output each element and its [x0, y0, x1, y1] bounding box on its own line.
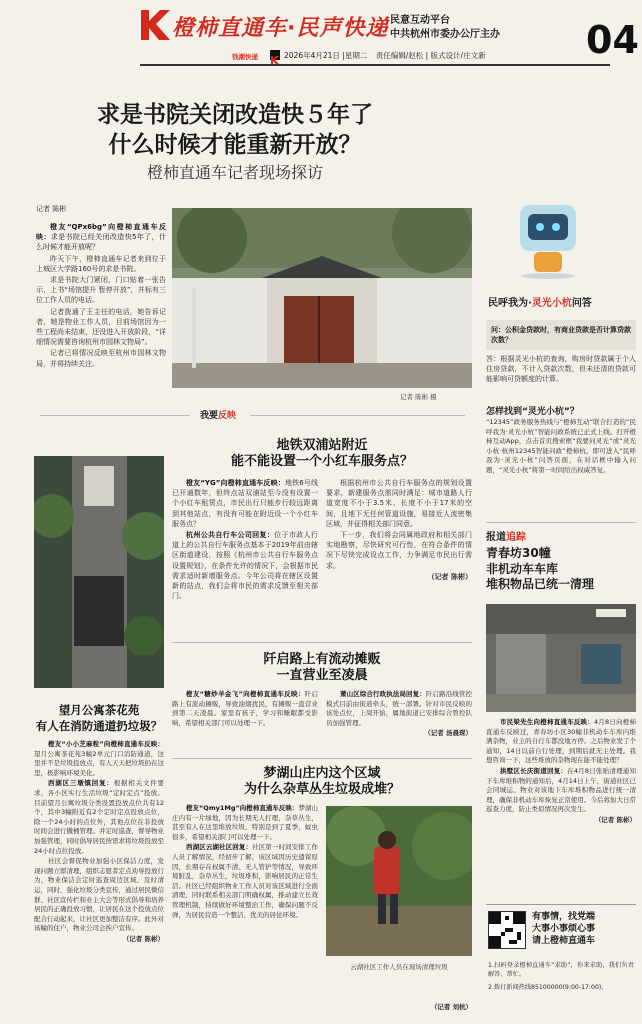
article3-reply-text2: 社区会督促物业加强小区保洁力度，发现问题立即清理，组织志愿者定点劝导投放行为，物业保洁会定时巡查周边区域，及时清运，同时，强化垃圾分类宣传，通过居民微信群、社区宣传栏和业主大会等形式倡导和培养居民的正确投放习惯，让居民在这个投放点位配合行动起来，让社区更加整洁有序。此外对该幢的住户，物业公司会挨户宣传。 [34, 857, 164, 933]
article1-photo [172, 208, 472, 388]
headline-line2: 什么时候才能重新开放？ [108, 131, 362, 158]
small-k-icon [270, 50, 280, 60]
article5-photo-caption: 云湖社区工作人员在现场清理垃圾 [350, 963, 448, 971]
section-banner-highlight: 反映 [218, 411, 237, 421]
followup-title2: 非机动车车库 [486, 561, 559, 576]
article3-lead-user: 橙友“小小芝麻粒”向橙柿直通车反映： [48, 740, 164, 748]
article2-lead-user: 橙友“YG”向橙柿直通车反映： [186, 479, 285, 487]
followup-label [486, 528, 526, 543]
article3-lead-text: 望月公寓茶花苑3幢2单元门口消防通道，这里并不是垃圾投放点，有人天天把垃圾扔在这里，极影响环境美化。 [34, 749, 164, 777]
article5-byline: （记者 刘杭） [430, 1003, 472, 1011]
followup-title3: 堆积物品已统一清理 [486, 577, 595, 591]
article3-title [34, 702, 164, 734]
article5-title1: 梦湖山庄内这个区域 [263, 766, 381, 781]
followup-label-prefix: 报道 [486, 532, 506, 543]
followup-title1: 青春坊30幢 [486, 546, 551, 560]
article5-title2: 为什么杂草丛生垃圾成堆？ [243, 782, 400, 797]
article2-lead-text: 地铁6号线已开通数年，但终点站双浦站至今没有设置一个小红车租赁点，市民出行只能步行较远距离到其他站点，有没有可能在附近设一个小红车服务点？ [172, 479, 318, 528]
section-banner-prefix: 我要 [200, 411, 219, 421]
brand-title [172, 11, 388, 42]
qa-title-suffix: 问答 [571, 298, 592, 309]
article1-photo-caption: 记者 陈彬 摄 [400, 393, 437, 401]
article5-col1 [172, 804, 318, 1016]
article3-body [34, 740, 164, 945]
qr-hint2: 2.拨打新闻热线85100000(9:00-17:00)。 [488, 984, 608, 991]
qa-how-title: 怎样找到“灵光小杭”？ [486, 407, 579, 417]
article4-col1 [172, 690, 318, 729]
article5-reply-text: 社区第一时间安排工作人员了解情况，经初步了解，该区域因历史遗留原因，长期存在权属不清、无人管护等情况，导致环境脏乱，杂草丛生，垃圾堆积，影响居民的正常生活。社区已经组织物业工作人员对该区域进行全面清理，同时联系相关部门明确权属，推动建立长效管理机制，持续做好环境整治工作，确保问题不反弹，为居民营造一个整洁、优美的居住环境。 [172, 843, 318, 919]
page-number: 04 [586, 18, 639, 62]
article4-title [170, 652, 474, 684]
article1-lead-user: 橙友“QPx6bg”向橙柿直通车反映： [36, 223, 166, 242]
qr-box [486, 904, 636, 1018]
followup-title [486, 546, 636, 593]
article1-p2: 求是书院大门紧闭，门口贴着一张告示，上书“场馆提升 暂停开放”，并标有三位工作人员的电话。 [36, 276, 166, 305]
article2-reply-text3: 下一步，我们将会同属地政府和相关部门实地勘察，尽快研究可行性，在符合条件的情况下尽快完成设点工作，力争满足市民出行需求。 [326, 531, 472, 570]
followup-reply-text: 在4月8日张贴清理通知下车库堆积物的通知后，4月14日上午，街道社区已会同城运、物业对该地下车库堆积物品进行统一清理，确保非机动车库恢复正常使用。今后将加大日常巡查力度，防止类似情况再次发生。 [486, 766, 636, 814]
article1-body [36, 222, 166, 370]
qa-question-box: 问：公积金贷款时，有商业贷款是否计算贷款次数？ [486, 320, 636, 350]
article4-reply-org: 萧山区综合行政执法局回复： [340, 690, 426, 698]
qa-title-highlight: 灵光小杭 [531, 298, 572, 309]
qr-line1: 有事情，找党端 [532, 912, 596, 922]
brand-sub: 民声快递 [296, 16, 389, 41]
article2-byline: （记者 陈彬） [427, 572, 472, 581]
article3-photo [34, 456, 164, 688]
qa-answer: 答：根据灵光小杭的查询，购房时贷款属于个人住房贷款，不计入贷款次数，但未还清的贷款可能影响可贷额度的计算。 [486, 355, 636, 384]
qr-line3: 请上橙柿直通车 [532, 936, 596, 946]
article3-reply-text: 根据相关文件要求，各小区实行生活垃圾“定时定点”投放。目前望月公寓垃圾分类设置投放点位共有12个，其中3幢附近有2个定时定点投放点位，除一个24小时的点位外，其他点位在非投放时间会进行撤桶管理。并定时巡查，督导物业加强管理，同时倡导居民按需求将垃圾投放至24小时点位投放。 [34, 779, 165, 855]
article4-rule [172, 642, 472, 643]
article2-title1: 地铁双浦站附近 [276, 438, 368, 453]
masthead [0, 0, 642, 68]
article3-byline: （记者 陈彬） [122, 934, 164, 943]
article2-title2: 能不能设置一个小红车服务点？ [230, 454, 413, 469]
article4-byline: （记者 汤晨琛） [424, 729, 472, 738]
qr-hint1: 1.扫码登录橙柿直通车“求助”，你来求助，我们负责解答、帮忙。 [488, 962, 634, 978]
article1-lead-text: 求是书院已经关闭改造快5年了，什么时候才能开放呢？ [36, 233, 166, 252]
brand-dot: · [287, 16, 297, 41]
article2-col1 [172, 478, 318, 602]
headline-subtitle: 橙柿直通车记者现场探访 [146, 163, 323, 182]
article2-col2 [326, 478, 472, 583]
mascot-illustration [498, 200, 598, 280]
followup-body [486, 718, 636, 827]
article5-reply-org: 西湖区云湖社区回复： [186, 843, 253, 852]
headline-line1: 求是书院关闭改造快５年了 [97, 101, 373, 128]
article2-reply-text: 位于市政人行道上的公共自行车服务点基本于2019年前由辖区街道建设，按照《杭州市公共自行车服务点设置规划》，在条件允许的情况下，会根据市民需求适时新增服务点。今年公司将在辖区设置新的站点，我们会将市民的需求反馈至相关部门。 [172, 531, 319, 601]
followup-lead-text: 4月8日向橙柿直通车反映过，青春坊小区30幢非机动车车库内堆满杂物，业主的自行车都没地方停。之后物业发了个通知，14日以前自行处理，到期后就无主处理。我想咨询一下，这些堆放的杂物现在能不能处理？ [486, 718, 636, 765]
article5-rule [172, 758, 472, 759]
qr-line2: 大事小事烦心事 [532, 924, 596, 934]
article1-p4: 记者已将情况反映至杭州市园林文物局，并将持续关注。 [36, 349, 166, 368]
article5-title [170, 766, 474, 798]
followup-label-highlight: 追踪 [506, 532, 526, 543]
article1-p3: 记者拨通了王主任的电话，她告诉记者，她是物业工作人员，目前场馆因为一些工程尚未结束，还没进入开放阶段，“详细情况需要咨询杭州市园林文物局”。 [36, 307, 166, 347]
org-line1: 民意互动平台 [390, 15, 450, 26]
article3-reply-org: 西湖区三墩镇回复： [48, 779, 114, 788]
article3-title1: 望月公寓茶花苑 [58, 703, 140, 717]
article4-lead-text: 阡启路上有流动摊贩，导致油烟扰民，有摊贩一直营业到第二天凌晨。家里有孩子，学习和睡眠都受影响，希望相关部门可以处理一下。 [172, 690, 319, 727]
article4-lead-user: 橙友“糖炒羊金飞”向橙柿直通车反映： [186, 690, 305, 698]
article5-photo [326, 806, 472, 956]
article4-title1: 阡启路上有流动摊贩 [263, 652, 381, 667]
brand-logo-k-icon [138, 8, 172, 42]
article3-title2: 有人在消防通道扔垃圾？ [35, 719, 163, 733]
article1-byline: 记者 陈彬 [36, 205, 67, 213]
sidebar-rule [486, 522, 636, 523]
followup-reply-org: 拱墅区长庆街道回复： [500, 766, 568, 775]
article4-col2 [326, 690, 472, 740]
article2-reply-org: 杭州公共自行车公司回复： [186, 531, 275, 540]
editor-credit: 责任编辑/赵松 | 版式设计/庄文新 [375, 51, 486, 60]
article1-p1: 昨天下午，橙柿直通车记者来到位于上城区大学路160号的求是书院。 [36, 254, 166, 273]
article2-reply-text2: 根据杭州市公共自行车服务点的规划设置要求，新建服务点需同时满足：城市道路人行道宽度不小于3.5米、长度不小于17米的空间，且地下无任何管道设施，易接近人流密集区域，并征得相关部门同意。 [326, 479, 472, 528]
followup-lead-user: 市民梁先生向橙柿直通车反映： [500, 718, 594, 726]
qr-code-icon[interactable] [488, 911, 526, 949]
issue-date: 2026年4月21日 |星期二 [284, 51, 368, 60]
followup-byline: （记者 陈彬） [594, 815, 636, 824]
org-line2: 中共杭州市委办公厅主办 [390, 29, 500, 40]
qa-title-prefix: 民呼我为· [488, 298, 532, 309]
article4-reply-text: 阡启路沿线管控模式目前由街道牵头，统一部署。针对市民反映的该处点位，上周开始，属地街道已安排综合管控队员加强管理。 [326, 690, 473, 727]
section-banner [0, 408, 470, 422]
qa-how-text: “12345”政务服务热线与“橙柿互动”联合打造的“民呼我为·灵光小杭”智能问政系统已正式上线。打开橙柿互动App，点击首页搜索框“我要问灵光”或“灵光小杭·杭州12345智能问政”橙柿杭，即可进入“民呼我为·灵光小杭”问答页面，在对话框中输入问题，“灵光小杭”将第一时间给出权威答复。 [486, 418, 636, 474]
qa-title [488, 294, 592, 309]
article5-lead-user: 橙友“Qmy1Mg”向橙柿直通车反映： [186, 804, 299, 812]
followup-photo [486, 604, 636, 712]
brand-main: 橙柿直通车 [172, 16, 288, 41]
main-headline [0, 100, 470, 184]
article4-title2: 一直营业至凌晨 [276, 668, 368, 683]
article5-lead-text: 梦湖山庄内有一片绿地，因为长期无人打理，杂草丛生，甚至有人在这里堆放垃圾，特别是到了夏季，蚊虫很多，希望相关部门可以处理一下。 [172, 804, 318, 841]
tiny-label: 钱潮快递 [232, 53, 258, 61]
article2-title [170, 438, 474, 470]
masthead-rule [140, 64, 610, 66]
